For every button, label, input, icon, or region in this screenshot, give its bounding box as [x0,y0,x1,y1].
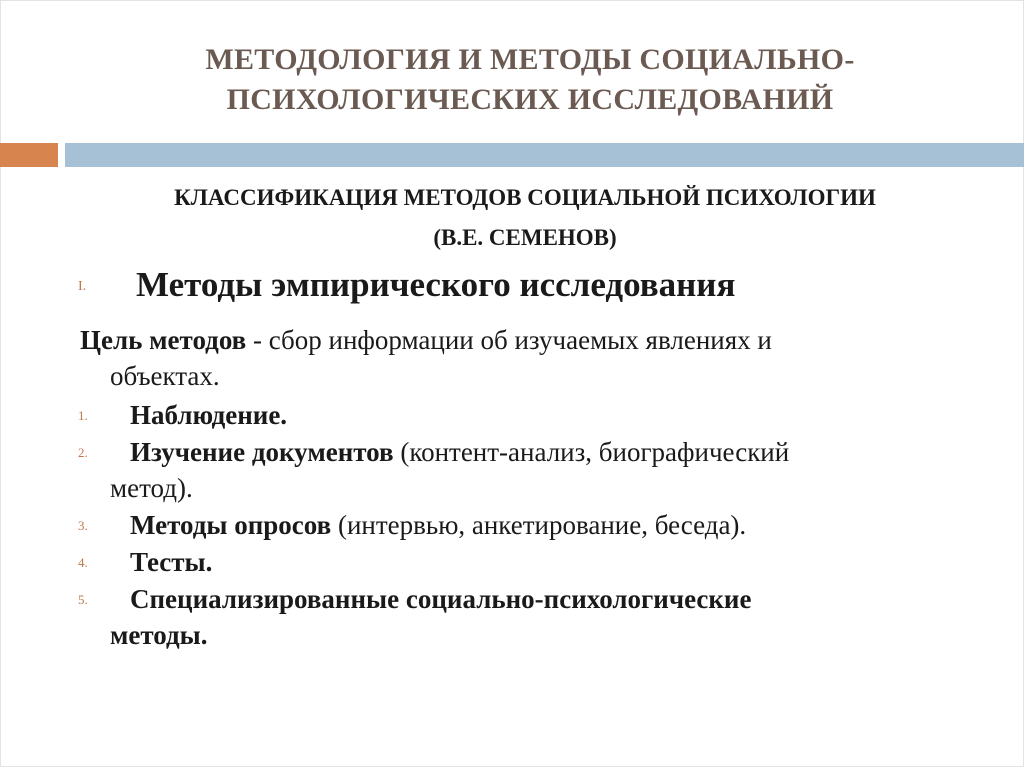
methods-goal [80,322,980,394]
list-item-text [78,434,998,470]
methods-list [78,397,998,654]
list-item-bold: Специализированные социально-психологические [130,584,752,614]
list-item-text [78,507,998,543]
list-item-text [78,397,998,433]
list-item-number: 3. [78,518,88,533]
classification-heading [60,178,990,258]
list-item-number: 2. [78,445,88,460]
list-item-number: 4. [78,555,88,570]
accent-bar-blue [65,143,1024,167]
section-title: Методы эмпирического исследования [136,265,736,304]
list-item-number: 1. [78,408,88,423]
list-item [78,507,998,543]
list-item [78,434,998,506]
list-item-bold: Изучение документов [130,437,394,467]
list-item-text [78,544,998,580]
methods-goal-line-1 [80,322,980,358]
accent-bar-orange [0,143,58,167]
list-item-plain: (контент-анализ, биографический [393,437,790,467]
list-item [78,544,998,580]
slide-title-line-2: ПСИХОЛОГИЧЕСКИХ ИССЛЕДОВАНИЙ [226,83,834,116]
list-item-continuation: метод). [110,473,193,503]
classification-author: (В.Е. СЕМЕНОВ) [433,225,617,250]
list-item-number: 5. [78,592,88,607]
section-number: I. [78,279,87,294]
section-heading [78,265,978,309]
slide-title-line-1: МЕТОДОЛОГИЯ И МЕТОДЫ СОЦИАЛЬНО- [205,43,855,76]
list-item [78,581,998,653]
classification-heading-line-1: КЛАССИФИКАЦИЯ МЕТОДОВ СОЦИАЛЬНОЙ ПСИХОЛОГИИ [174,185,876,210]
list-item-bold: Наблюдение. [130,400,288,430]
methods-goal-label: Цель методов [80,325,247,355]
list-item-plain: (интервью, анкетирование, беседа). [331,510,747,540]
list-item-bold: Методы опросов [130,510,332,540]
list-item-continuation: методы. [110,620,208,650]
list-item [78,397,998,433]
methods-goal-line-2: объектах. [110,361,220,391]
list-item-bold: Тесты. [130,547,213,577]
list-item-text [78,581,998,617]
slide-title [90,40,970,120]
methods-goal-text: - сбор информации об изучаемых явлениях и [246,325,772,355]
